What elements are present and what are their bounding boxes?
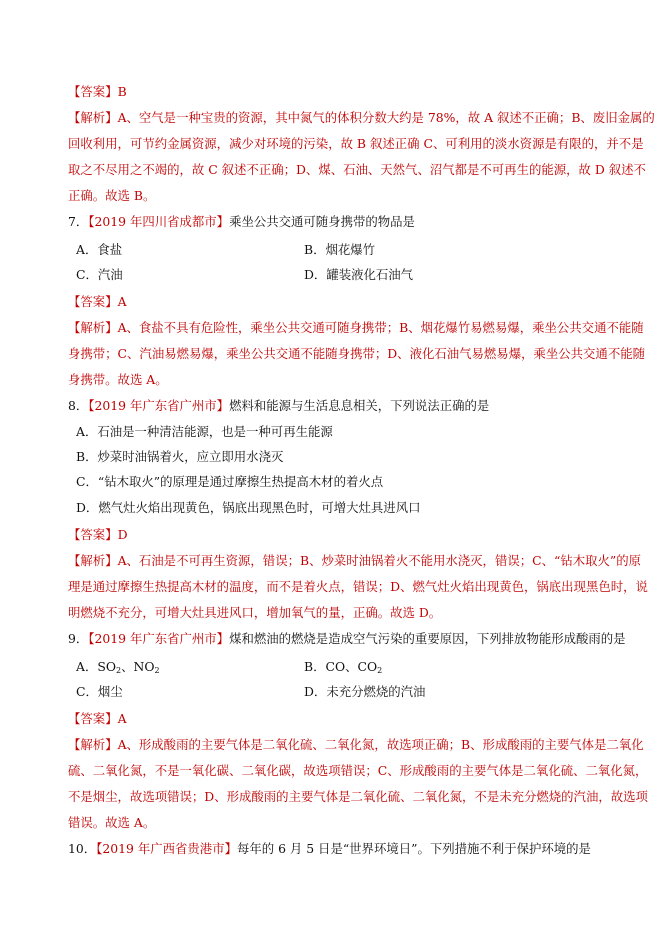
q9-option-b: B．CO、$CO_2$ <box>304 659 383 675</box>
answer-value: A <box>117 294 127 309</box>
q9-answer <box>68 711 127 727</box>
question-text: 煤和燃油的燃烧是造成空气污染的重要原因，下列排放物能形成酸雨的是 <box>229 631 626 646</box>
q7-analysis-line-1: 【解析】A、食盐不具有危险性，乘坐公共交通可随身携带；B、烟花爆竹易燃易爆，乘坐公共交通不能随 <box>68 320 644 335</box>
q7-analysis-line-3: 身携带。故选 A。 <box>68 372 168 387</box>
question-number: 7． <box>68 214 89 229</box>
q9-option-d: D．未充分燃烧的汽油 <box>304 684 426 699</box>
answer-label: 【答案】 <box>68 294 118 309</box>
question-number: 10． <box>68 841 97 856</box>
q8-answer <box>68 527 128 543</box>
q8-analysis-line-3: 明燃烧不充分，可增大灶具进风口，增加氧气的量，正确。故选 D。 <box>68 605 442 620</box>
q10-stem <box>68 841 591 857</box>
question-source: 【2019 年四川省成都市】 <box>88 214 230 229</box>
analysis-label: 【解析】 <box>68 320 118 335</box>
q7-option-a: A．食盐 <box>76 242 123 257</box>
q7-option-d: D．罐装液化石油气 <box>304 267 414 282</box>
analysis-label: 【解析】 <box>68 110 118 125</box>
q6-analysis-line-3: 取之不尽用之不竭的，故 C 叙述不正确；D、煤、石油、天然气、沼气都是不可再生的能源，故 D 叙述不 <box>68 162 646 177</box>
question-source: 【2019 年广东省广州市】 <box>88 398 230 413</box>
q9-option-a: A．$SO_2$、$NO_2$ <box>76 659 160 675</box>
q7-stem <box>68 214 415 230</box>
question-number: 9． <box>68 631 89 646</box>
q7-analysis-line-2: 身携带；C、汽油易燃易爆，乘坐公共交通不能随身携带；D、液化石油气易燃易爆，乘坐公共交通不能随 <box>68 346 645 361</box>
answer-label: 【答案】 <box>68 84 118 99</box>
analysis-label: 【解析】 <box>68 553 118 568</box>
answer-value: A <box>117 711 127 726</box>
q7-option-c: C．汽油 <box>76 267 123 282</box>
q8-option-a: A．石油是一种清洁能源，也是一种可再生能源 <box>76 424 333 439</box>
q8-stem <box>68 398 489 414</box>
q6-analysis-line-2: 回收利用，可节约金属资源，减少对环境的污染，故 B 叙述正确 C、可利用的淡水资源是有限的，并不是 <box>68 136 644 151</box>
answer-value: D <box>117 527 128 542</box>
q8-option-b: B．炒菜时油锅着火，应立即用水浇灭 <box>76 449 284 464</box>
q6-analysis-line-1: 【解析】A、空气是一种宝贵的资源，其中氮气的体积分数大约是 78%，故 A 叙述不正确；B、废旧金属的 <box>68 110 655 125</box>
answer-label: 【答案】 <box>68 711 118 726</box>
question-text: 乘坐公共交通可随身携带的物品是 <box>229 214 415 229</box>
q9-analysis-line-1: 【解析】A、形成酸雨的主要气体是二氧化硫、二氧化氮，故选项正确；B、形成酸雨的主要气体是二氧化 <box>68 737 644 752</box>
answer-value: B <box>117 84 127 99</box>
q9-analysis-line-4: 错误。故选 A。 <box>68 815 156 830</box>
question-text: 燃料和能源与生活息息相关，下列说法正确的是 <box>229 398 490 413</box>
q9-analysis-line-3: 不是烟尘，故选项错误；D、形成酸雨的主要气体是二氧化硫、二氧化氮，不是未充分燃烧的汽油，故选项 <box>68 789 648 804</box>
q8-analysis-line-1: 【解析】A、石油是不可再生资源，错误；B、炒菜时油锅着火不能用水浇灭，错误；C、“钻木取火”的原 <box>68 553 641 568</box>
q7-answer <box>68 294 127 310</box>
analysis-label: 【解析】 <box>68 737 118 752</box>
q6-answer <box>68 84 127 100</box>
q7-option-b: B．烟花爆竹 <box>304 242 376 257</box>
q9-stem <box>68 631 626 647</box>
q8-analysis-line-2: 理是通过摩擦生热提高木材的温度，而不是着火点，错误；D、燃气灶火焰出现黄色，锅底出现黑色时，说 <box>68 579 648 594</box>
question-source: 【2019 年广东省广州市】 <box>88 631 230 646</box>
question-number: 8． <box>68 398 89 413</box>
q9-option-c: C．烟尘 <box>76 684 123 699</box>
q8-option-c: C．“钻木取火”的原理是通过摩擦生热提高木材的着火点 <box>76 474 384 489</box>
q6-analysis-line-4: 正确。故选 B。 <box>68 188 156 203</box>
answer-label: 【答案】 <box>68 527 118 542</box>
q9-analysis-line-2: 硫、二氧化氮，不是一氧化碳、二氧化碳，故选项错误；C、形成酸雨的主要气体是二氧化硫、二氧化氮， <box>68 763 648 778</box>
q8-option-d: D．燃气灶火焰出现黄色，锅底出现黑色时，可增大灶具进风口 <box>76 500 421 515</box>
question-text: 每年的 6 月 5 日是“世界环境日”。下列措施不利于保护环境的是 <box>236 841 591 856</box>
question-source: 【2019 年广西省贵港市】 <box>96 841 237 856</box>
